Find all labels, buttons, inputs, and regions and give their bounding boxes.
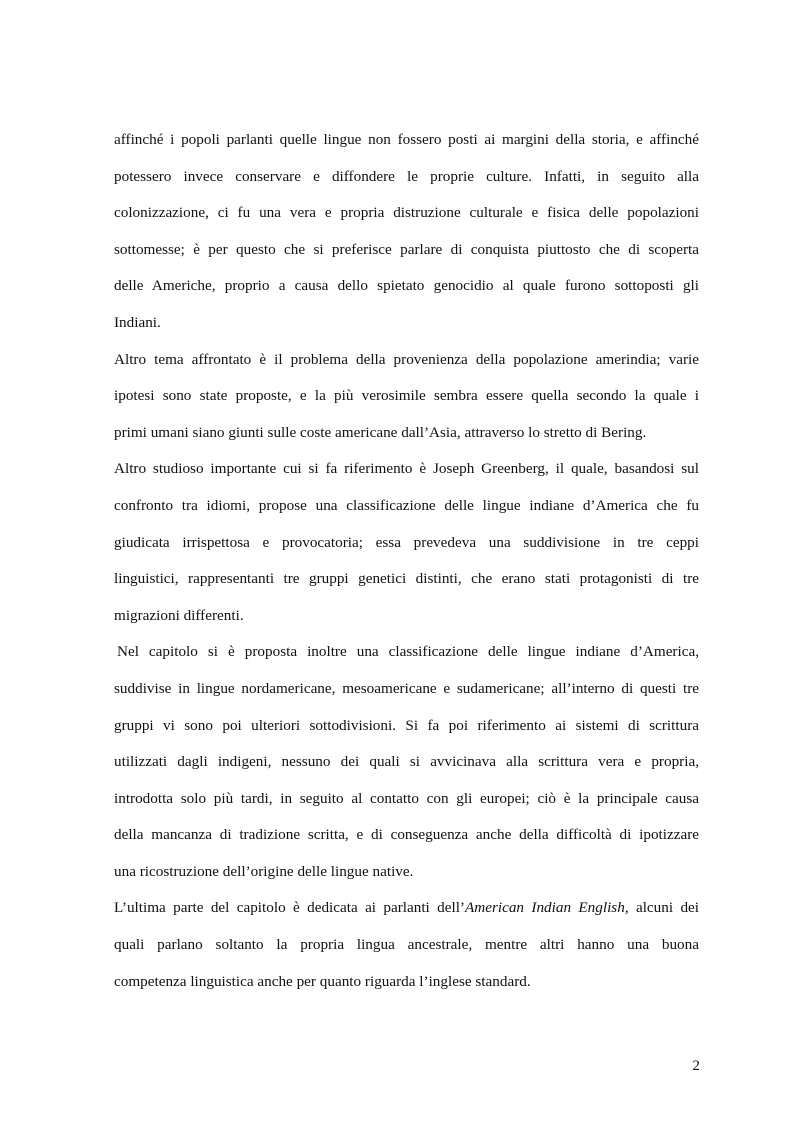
paragraph-2 <box>114 342 699 452</box>
text-line: delle Americhe, proprio a causa dello spietato genocidio al quale furono sottoposti gli <box>114 277 699 295</box>
text-line: gruppi vi sono poi ulteriori sottodivisioni. Si fa poi riferimento ai sistemi di scrittura <box>114 716 699 734</box>
text-line: Altro studioso importante cui si fa riferimento è Joseph Greenberg, il quale, basandosi sul <box>114 460 699 478</box>
text-run: L’ultima parte del capitolo è dedicata ai parlanti dell’ <box>114 899 465 917</box>
text-line: competenza linguistica anche per quanto riguarda l’inglese standard. <box>114 972 531 990</box>
text-line: confronto tra idiomi, propose una classificazione delle lingue indiane d’America che fu <box>114 496 699 514</box>
text-line: della mancanza di tradizione scritta, e di conseguenza anche della difficoltà di ipotizzare <box>114 826 699 844</box>
text-line: suddivise in lingue nordamericane, mesoamericane e sudamericane; all’interno di questi tre <box>114 679 699 697</box>
text-line <box>114 890 699 927</box>
body-text <box>114 122 699 1000</box>
text-line: Indiani. <box>114 313 161 331</box>
text-line: ipotesi sono state proposte, e la più verosimile sembra essere quella secondo la quale i <box>114 387 699 405</box>
text-line: sottomesse; è per questo che si preferisce parlare di conquista piuttosto che di scoperta <box>114 240 699 258</box>
text-line: giudicata irrispettosa e provocatoria; essa prevedeva una suddivisione in tre ceppi <box>114 533 699 551</box>
paragraph-1 <box>114 122 699 342</box>
text-line: potessero invece conservare e diffondere le proprie culture. Infatti, in seguito alla <box>114 167 699 185</box>
paragraph-3 <box>114 451 699 634</box>
text-line: utilizzati dagli indigeni, nessuno dei quali si avvicinava alla scrittura vera e propria, <box>114 753 699 771</box>
emphasized-term: American Indian English <box>464 899 625 917</box>
text-line: primi umani siano giunti sulle coste americane dall’Asia, attraverso lo stretto di Bering. <box>114 423 647 441</box>
text-run: , alcuni dei <box>624 899 699 917</box>
text-line: colonizzazione, ci fu una vera e propria distruzione culturale e fisica delle popolazioni <box>114 204 699 222</box>
text-line: affinché i popoli parlanti quelle lingue non fossero posti ai margini della storia, e affinché <box>114 131 699 148</box>
text-line: una ricostruzione dell’origine delle lingue native. <box>114 862 414 880</box>
paragraph-4 <box>114 634 699 890</box>
text-line: linguistici, rappresentanti tre gruppi genetici distinti, che erano stati protagonisti di tre <box>114 570 699 588</box>
text-line: introdotta solo più tardi, in seguito al contatto con gli europei; ciò è la principale causa <box>114 789 699 807</box>
text-line: migrazioni differenti. <box>114 606 244 624</box>
page-number: 2 <box>692 1057 700 1074</box>
text-line: Nel capitolo si è proposta inoltre una classificazione delle lingue indiane d’America, <box>117 643 699 661</box>
text-line: Altro tema affrontato è il problema della provenienza della popolazione amerindia; varie <box>114 350 699 368</box>
paragraph-5 <box>114 890 699 1000</box>
text-line: quali parlano soltanto la propria lingua ancestrale, mentre altri hanno una buona <box>114 936 699 954</box>
